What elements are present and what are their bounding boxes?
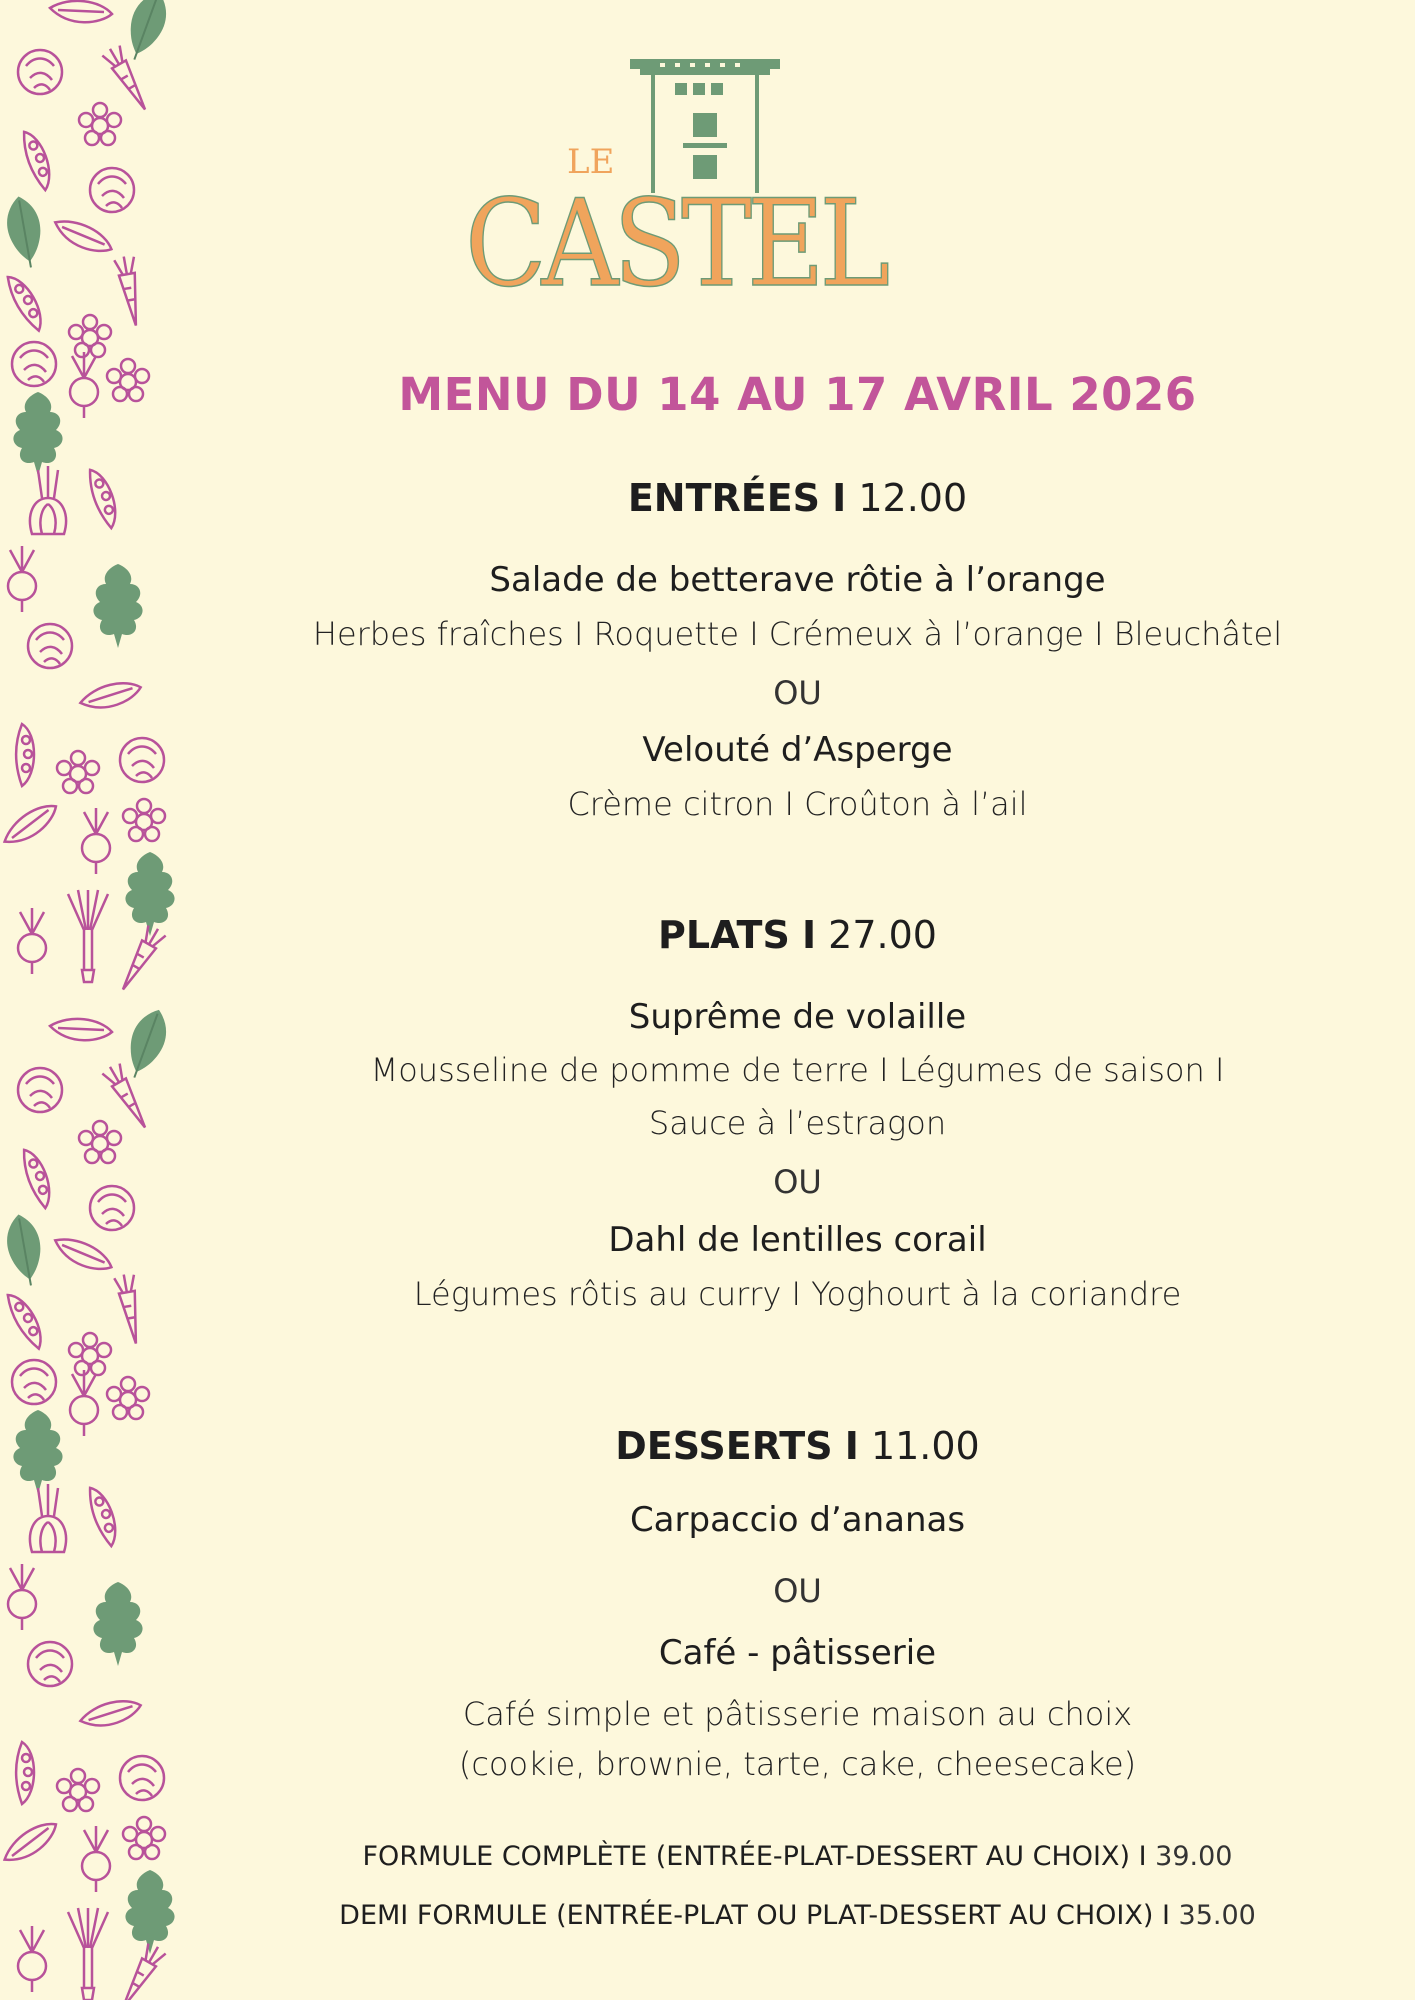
vegetable-illustration-border bbox=[0, 0, 180, 2000]
separator: I bbox=[801, 913, 817, 957]
section-header-entrees bbox=[180, 476, 1415, 520]
formula-price: 35.00 bbox=[1178, 1900, 1256, 1931]
or-label: OU bbox=[773, 1163, 822, 1201]
section-name: ENTRÉES bbox=[627, 476, 821, 520]
dish-title: Café - pâtisserie bbox=[658, 1633, 937, 1673]
dish-description: Légumes rôtis au curry I Yoghourt à la coriandre bbox=[413, 1275, 1182, 1313]
dish-title: Salade de betterave rôtie à l’orange bbox=[489, 560, 1106, 600]
section-name: PLATS bbox=[658, 913, 790, 957]
dish-title: Carpaccio d’ananas bbox=[629, 1500, 966, 1540]
section-header-plats bbox=[180, 913, 1415, 957]
separator: I bbox=[1138, 1841, 1147, 1872]
dish-description: Mousseline de pomme de terre I Légumes de saison I bbox=[370, 1051, 1225, 1089]
or-label: OU bbox=[773, 1572, 822, 1610]
logo-castel-text: CASTEL bbox=[465, 175, 888, 314]
section-price: 12.00 bbox=[858, 476, 968, 520]
section-header-desserts bbox=[180, 1424, 1415, 1468]
or-label: OU bbox=[773, 674, 822, 712]
separator: I bbox=[832, 476, 847, 520]
dish-description: (cookie, brownie, tarte, cake, cheesecake) bbox=[458, 1745, 1137, 1783]
dish-description: Herbes fraîches I Roquette I Crémeux à l’orange I Bleuchâtel bbox=[312, 615, 1283, 653]
dish-description: Sauce à l’estragon bbox=[648, 1104, 947, 1142]
separator: I bbox=[1161, 1900, 1170, 1931]
formula-price: 39.00 bbox=[1155, 1841, 1233, 1872]
dish-description: Café simple et pâtisserie maison au choix bbox=[462, 1695, 1133, 1733]
section-price: 11.00 bbox=[870, 1424, 980, 1468]
le-castel-logo bbox=[455, 55, 895, 335]
formula-complete bbox=[180, 1841, 1415, 1872]
formula-label: DEMI FORMULE (ENTRÉE-PLAT OU PLAT-DESSERT AU CHOIX) bbox=[339, 1900, 1154, 1931]
separator: I bbox=[844, 1424, 859, 1468]
section-name: DESSERTS bbox=[615, 1424, 833, 1468]
dish-title: Velouté d’Asperge bbox=[642, 730, 953, 770]
menu-title: MENU DU 14 AU 17 AVRIL 2026 bbox=[398, 368, 1197, 421]
dish-title: Suprême de volaille bbox=[628, 997, 967, 1037]
logo-le-text: LE bbox=[567, 142, 615, 182]
dish-description: Crème citron I Croûton à l’ail bbox=[567, 785, 1028, 823]
dish-title: Dahl de lentilles corail bbox=[608, 1220, 987, 1260]
formula-label: FORMULE COMPLÈTE (ENTRÉE-PLAT-DESSERT AU CHOIX) bbox=[362, 1841, 1130, 1872]
formula-demi bbox=[180, 1900, 1415, 1931]
section-price: 27.00 bbox=[828, 913, 937, 957]
